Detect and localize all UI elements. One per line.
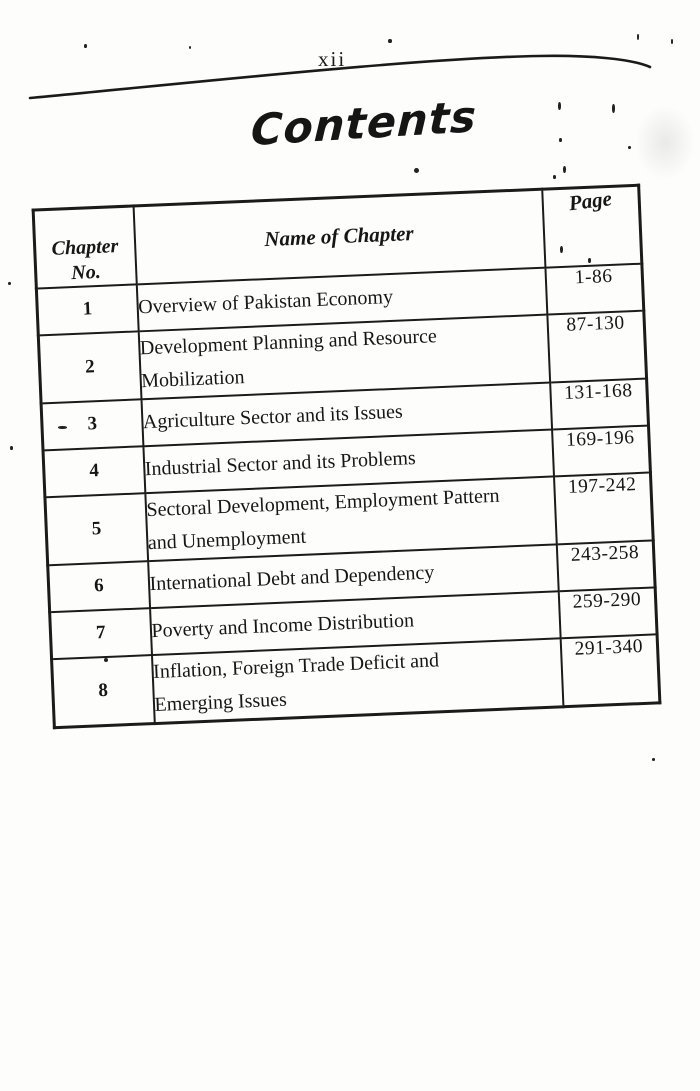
scan-speck (671, 39, 673, 44)
page-range-cell: 169-196 (552, 425, 651, 476)
scan-speck (553, 175, 556, 179)
chapter-number-cell: 1 (36, 284, 138, 335)
scan-speck (612, 104, 615, 113)
chapter-name-cell: Poverty and Income Distribution (150, 591, 561, 655)
header-page (542, 185, 642, 267)
chapter-number-cell: 2 (38, 331, 141, 403)
chapter-number-cell: 5 (45, 493, 148, 565)
chapter-name-cell: Agriculture Sector and its Issues (141, 382, 552, 446)
page-range-cell: 291-340 (560, 634, 660, 706)
header-chapter-no (33, 206, 136, 288)
page-range-cell: 259-290 (558, 587, 657, 638)
scan-speck (10, 446, 13, 450)
header-chapter-line1: Chapter (51, 234, 119, 260)
scan-speck (189, 46, 191, 49)
page-range-cell: 243-258 (556, 540, 655, 591)
scan-speck (84, 44, 87, 48)
scan-speck (652, 758, 655, 761)
page-range-cell: 87-130 (547, 310, 647, 382)
contents-table (32, 184, 662, 729)
page-range-cell: 131-168 (550, 378, 649, 429)
chapter-number-cell: 8 (52, 655, 155, 728)
scan-speck (388, 39, 392, 43)
title-stray-dot (414, 168, 419, 173)
scan-smudge (635, 105, 695, 180)
chapter-name-cell: Inflation, Foreign Trade Deficit and Emerging Issues (151, 638, 562, 723)
scan-speck (559, 138, 562, 142)
page-range-cell: 197-242 (553, 472, 653, 544)
header-name-label: Name of Chapter (263, 221, 415, 252)
chapter-number-cell: 7 (50, 608, 152, 659)
header-page-label: Page (567, 186, 614, 216)
chapter-name-cell: Sectoral Development, Employment Pattern and Unemployment (145, 476, 556, 561)
chapter-number-cell: 4 (43, 446, 145, 497)
page-range-cell: 1-86 (545, 263, 644, 314)
page-title: Contents (249, 92, 478, 157)
chapter-number-cell: 3 (41, 399, 143, 450)
chapter-name-cell: Industrial Sector and its Problems (143, 429, 554, 493)
scan-speck (8, 282, 11, 285)
scan-speck (558, 102, 561, 110)
scan-speck (563, 166, 566, 173)
chapter-number-cell: 6 (48, 561, 150, 612)
scan-speck (628, 146, 631, 149)
chapter-name-cell: International Debt and Dependency (148, 544, 559, 608)
contents-table-wrap (32, 184, 659, 729)
header-chapter-line2: No. (70, 260, 102, 284)
chapter-name-cell: Overview of Pakistan Economy (136, 267, 547, 331)
contents-table-body (36, 263, 660, 727)
page-number: xii (318, 47, 347, 71)
scan-speck (637, 34, 639, 40)
chapter-name-cell: Development Planning and Resource Mobilization (138, 314, 549, 399)
